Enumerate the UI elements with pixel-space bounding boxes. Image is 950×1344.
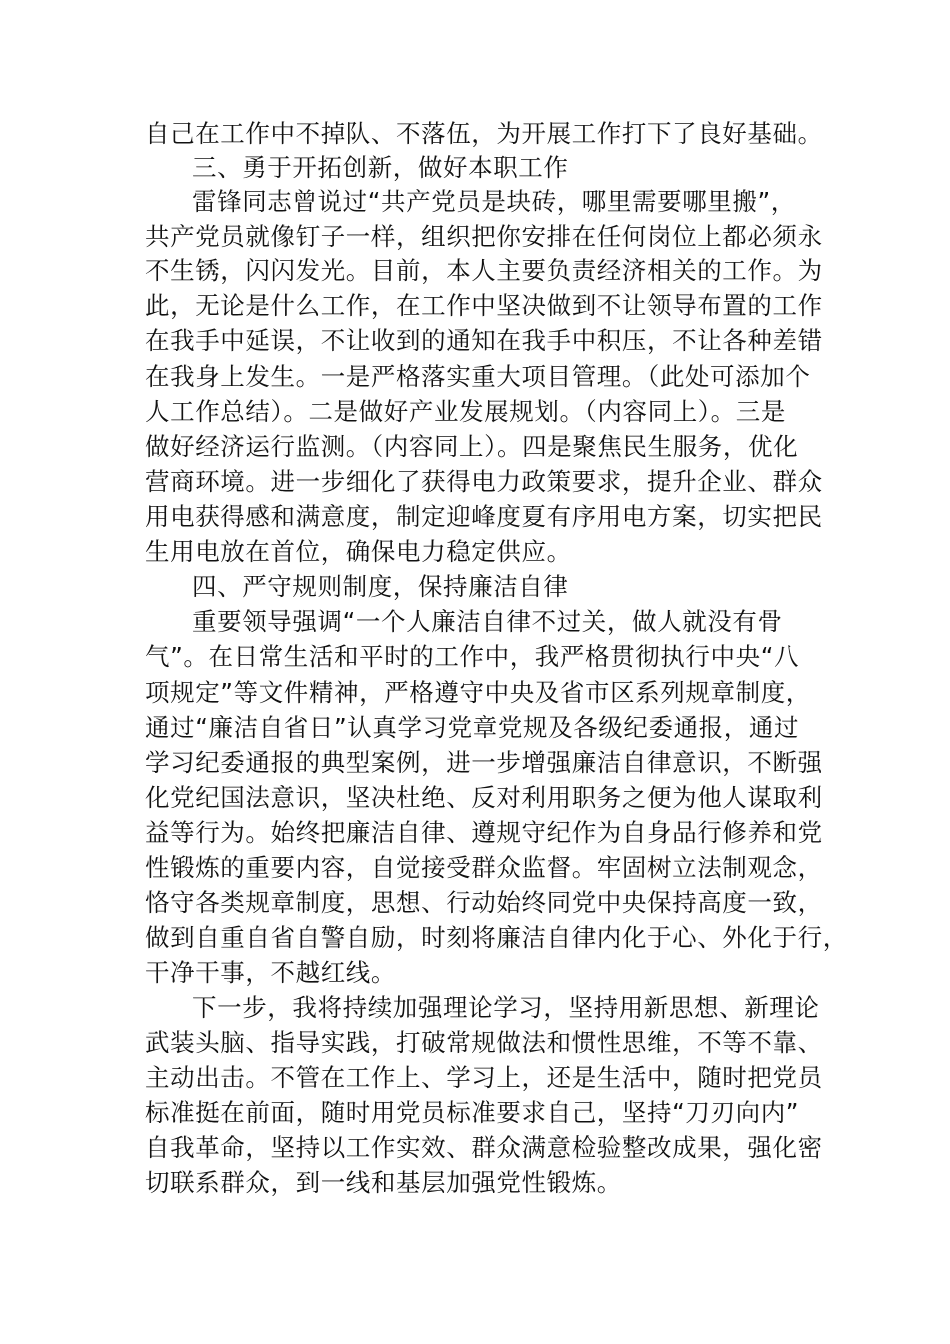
paragraph-line: 项规定”等文件精神，严格遵守中央及省市区系列规章制度，: [145, 678, 811, 707]
paragraph-line: 做到自重自省自警自励，时刻将廉洁自律内化于心、外化于行，: [145, 923, 848, 952]
paragraph-line: 生用电放在首位，确保电力稳定供应。: [145, 537, 572, 566]
paragraph-line: 此，无论是什么工作，在工作中坚决做到不让领导布置的工作: [145, 291, 823, 320]
paragraph-line: 标准挺在前面，随时用党员标准要求自己，坚持“刀刃向内”: [145, 1098, 800, 1127]
paragraph-line: 益等行为。始终把廉洁自律、遵规守纪作为自身品行修养和党: [145, 818, 823, 847]
paragraph-line: 性锻炼的重要内容，自觉接受群众监督。牢固树立法制观念，: [145, 853, 823, 882]
paragraph-line: 在我手中延误，不让收到的通知在我手中积压，不让各种差错: [145, 326, 823, 355]
paragraph-line: 自己在工作中不掉队、不落伍，为开展工作打下了良好基础。: [145, 119, 823, 148]
section-heading-3: 三、勇于开拓创新，做好本职工作: [192, 153, 569, 182]
paragraph-line: 主动出击。不管在工作上、学习上，还是生活中，随时把党员: [145, 1063, 823, 1092]
paragraph-line: 自我革命，坚持以工作实效、群众满意检验整改成果，强化密: [145, 1133, 823, 1162]
paragraph-line: 切联系群众，到一线和基层加强党性锻炼。: [145, 1168, 622, 1197]
paragraph-line: 恪守各类规章制度，思想、行动始终同党中央保持高度一致，: [145, 888, 823, 917]
paragraph-line: 学习纪委通报的典型案例，进一步增强廉洁自律意识，不断强: [145, 748, 823, 777]
paragraph-line: 营商环境。进一步细化了获得电力政策要求，提升企业、群众: [145, 467, 823, 496]
paragraph-line: 做好经济运行监测。（内容同上）。四是聚焦民生服务，优化: [145, 432, 799, 461]
paragraph-line: 不生锈，闪闪发光。目前，本人主要负责经济相关的工作。为: [145, 256, 823, 285]
paragraph-line: 用电获得感和满意度，制定迎峰度夏有序用电方案，切实把民: [145, 502, 823, 531]
paragraph-line: 干净干事，不越红线。: [145, 958, 396, 987]
paragraph-line: 通过“廉洁自省日”认真学习党章党规及各级纪委通报，通过: [145, 713, 800, 742]
paragraph-line: 雷锋同志曾说过“共产党员是块砖，哪里需要哪里搬”，: [192, 187, 796, 216]
paragraph-line: 共产党员就像钉子一样，组织把你安排在任何岗位上都必须永: [145, 222, 823, 251]
section-heading-4: 四、严守规则制度，保持廉洁自律: [192, 572, 569, 601]
paragraph-line: 武装头脑、指导实践，打破常规做法和惯性思维，不等不靠、: [145, 1028, 823, 1057]
paragraph-line: 气”。在日常生活和平时的工作中，我严格贯彻执行中央“八: [145, 642, 800, 671]
paragraph-line: 在我身上发生。一是严格落实重大项目管理。（此处可添加个: [145, 362, 811, 391]
paragraph-line: 化党纪国法意识，坚决杜绝、反对利用职务之便为他人谋取利: [145, 783, 823, 812]
paragraph-line: 人工作总结）。二是做好产业发展规划。（内容同上）。三是: [145, 397, 786, 426]
paragraph-line: 下一步，我将持续加强理论学习，坚持用新思想、新理论: [192, 993, 820, 1022]
paragraph-line: 重要领导强调“一个人廉洁自律不过关，做人就没有骨: [192, 607, 783, 636]
